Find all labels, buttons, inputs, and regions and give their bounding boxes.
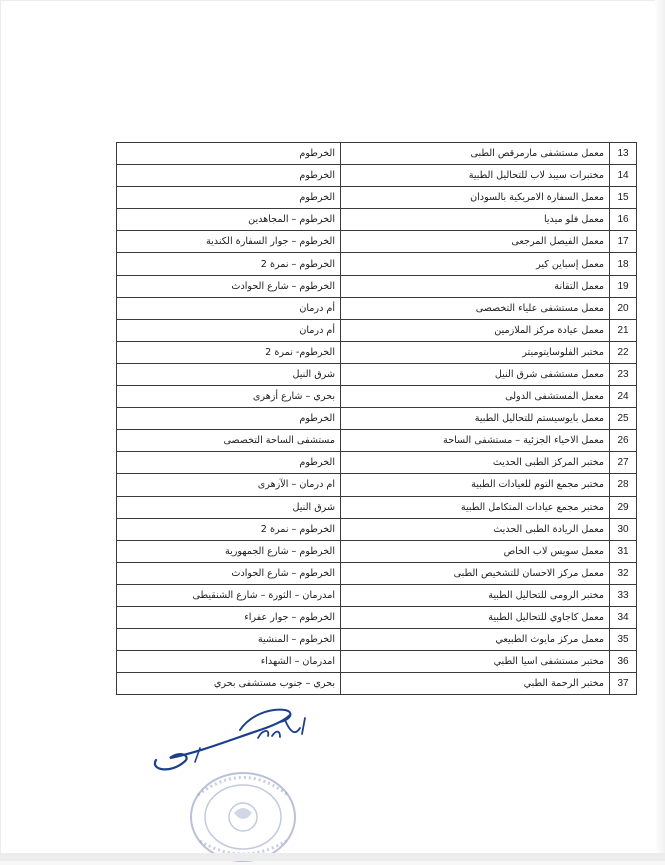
row-number: 18 — [610, 253, 637, 275]
table-row — [117, 341, 637, 363]
laboratory-location: أم درمان — [117, 297, 341, 319]
table-row — [117, 562, 637, 584]
laboratory-name: معمل مركز مايوث الطبيعي — [341, 629, 610, 651]
laboratory-name: مختبر الفلوسايتوميتر — [341, 341, 610, 363]
row-number: 23 — [610, 363, 637, 385]
laboratory-name: معمل سويس لاب الخاص — [341, 540, 610, 562]
laboratory-location: الخرطوم- نمرة 2 — [117, 341, 341, 363]
page-edge-bottom — [0, 853, 665, 861]
laboratory-location: مستشفى الساحة التخصصى — [117, 430, 341, 452]
laboratory-location: شرق النيل — [117, 363, 341, 385]
laboratory-location: الخرطوم – نمرة 2 — [117, 253, 341, 275]
page-edge-right — [655, 0, 665, 861]
laboratory-name: مختبر الرحمة الطبي — [341, 673, 610, 695]
table-row — [117, 408, 637, 430]
laboratory-location: امدرمان – الشهداء — [117, 651, 341, 673]
row-number: 37 — [610, 673, 637, 695]
row-number: 20 — [610, 297, 637, 319]
row-number: 30 — [610, 518, 637, 540]
laboratory-location: الخرطوم – شارع الجمهورية — [117, 540, 341, 562]
laboratory-location: الخرطوم — [117, 187, 341, 209]
table-row — [117, 540, 637, 562]
table-row — [117, 474, 637, 496]
row-number: 16 — [610, 209, 637, 231]
row-number: 21 — [610, 319, 637, 341]
table-row — [117, 363, 637, 385]
laboratory-location: الخرطوم – المنشية — [117, 629, 341, 651]
laboratory-name: معمل فلو ميديا — [341, 209, 610, 231]
table-row — [117, 386, 637, 408]
row-number: 32 — [610, 562, 637, 584]
laboratory-name: مختبر مجمع عيادات المتكامل الطبية — [341, 496, 610, 518]
laboratory-location: الخرطوم – المجاهدين — [117, 209, 341, 231]
laboratory-location: الخرطوم — [117, 408, 341, 430]
laboratory-name: معمل الريادة الطبى الحديث — [341, 518, 610, 540]
table-row — [117, 651, 637, 673]
laboratory-name: معمل المستشفى الدولى — [341, 386, 610, 408]
row-number: 14 — [610, 165, 637, 187]
row-number: 19 — [610, 275, 637, 297]
table-row — [117, 518, 637, 540]
row-number: 35 — [610, 629, 637, 651]
laboratory-name: معمل مستشفى شرق النيل — [341, 363, 610, 385]
table-row — [117, 430, 637, 452]
table-row — [117, 231, 637, 253]
laboratory-location: الخرطوم – جوار عفراء — [117, 606, 341, 628]
table-row — [117, 143, 637, 165]
row-number: 34 — [610, 606, 637, 628]
laboratory-location: الخرطوم – جوار السفارة الكندية — [117, 231, 341, 253]
laboratory-name: مختبر المركز الطبى الحديث — [341, 452, 610, 474]
laboratory-name: معمل بايوسيستم للتحاليل الطبية — [341, 408, 610, 430]
laboratory-name: معمل التقانة — [341, 275, 610, 297]
table-row — [117, 187, 637, 209]
table-row — [117, 319, 637, 341]
laboratory-location: الخرطوم — [117, 143, 341, 165]
laboratory-name: مختبر مستشفى اسيا الطبي — [341, 651, 610, 673]
laboratory-name: مختبر الرومى للتحاليل الطبية — [341, 584, 610, 606]
laboratory-name: معمل الاحياء الجزئية – مستشفى الساحة — [341, 430, 610, 452]
table-row — [117, 209, 637, 231]
row-number: 36 — [610, 651, 637, 673]
table-row — [117, 452, 637, 474]
row-number: 22 — [610, 341, 637, 363]
table-row — [117, 606, 637, 628]
laboratory-location: أم درمان — [117, 319, 341, 341]
row-number: 27 — [610, 452, 637, 474]
laboratory-name: معمل مستشفى مارمرقص الطبى — [341, 143, 610, 165]
row-number: 25 — [610, 408, 637, 430]
laboratory-location: شرق النيل — [117, 496, 341, 518]
row-number: 26 — [610, 430, 637, 452]
laboratory-name: معمل إسباين كير — [341, 253, 610, 275]
table-row — [117, 165, 637, 187]
laboratory-name: معمل الفيصل المرجعى — [341, 231, 610, 253]
row-number: 13 — [610, 143, 637, 165]
table-row — [117, 253, 637, 275]
laboratory-location: بحري – جنوب مستشفى بحري — [117, 673, 341, 695]
laboratory-location: الخرطوم — [117, 452, 341, 474]
laboratory-name: معمل عيادة مركز الملازمين — [341, 319, 610, 341]
laboratory-location: امدرمان – الثورة – شارع الشنقيطى — [117, 584, 341, 606]
row-number: 29 — [610, 496, 637, 518]
laboratory-name: معمل السفارة الامريكية بالسودان — [341, 187, 610, 209]
laboratory-location: الخرطوم – شارع الحوادث — [117, 562, 341, 584]
row-number: 17 — [610, 231, 637, 253]
row-number: 28 — [610, 474, 637, 496]
table-row — [117, 297, 637, 319]
laboratory-name: معمل مركز الاحسان للتشخيص الطبى — [341, 562, 610, 584]
laboratory-name: مختبرات سيبد لاب للتحاليل الطبية — [341, 165, 610, 187]
laboratory-location: بحري – شارع أزهرى — [117, 386, 341, 408]
table-row — [117, 629, 637, 651]
row-number: 31 — [610, 540, 637, 562]
table-row — [117, 584, 637, 606]
laboratories-table — [116, 142, 637, 695]
laboratory-location: الخرطوم – شارع الحوادث — [117, 275, 341, 297]
laboratory-location: الخرطوم – نمرة 2 — [117, 518, 341, 540]
laboratory-name: معمل كاجاوي للتحاليل الطبية — [341, 606, 610, 628]
laboratory-name: مختبر مجمع التوم للعيادات الطبية — [341, 474, 610, 496]
row-number: 33 — [610, 584, 637, 606]
row-number: 15 — [610, 187, 637, 209]
laboratory-location: الخرطوم — [117, 165, 341, 187]
table-row — [117, 275, 637, 297]
row-number: 24 — [610, 386, 637, 408]
table-body — [117, 143, 637, 695]
laboratory-name: معمل مستشفى علياء التخصصى — [341, 297, 610, 319]
laboratory-location: ام درمان – الآزهرى — [117, 474, 341, 496]
table-row — [117, 496, 637, 518]
official-seal — [168, 755, 318, 865]
